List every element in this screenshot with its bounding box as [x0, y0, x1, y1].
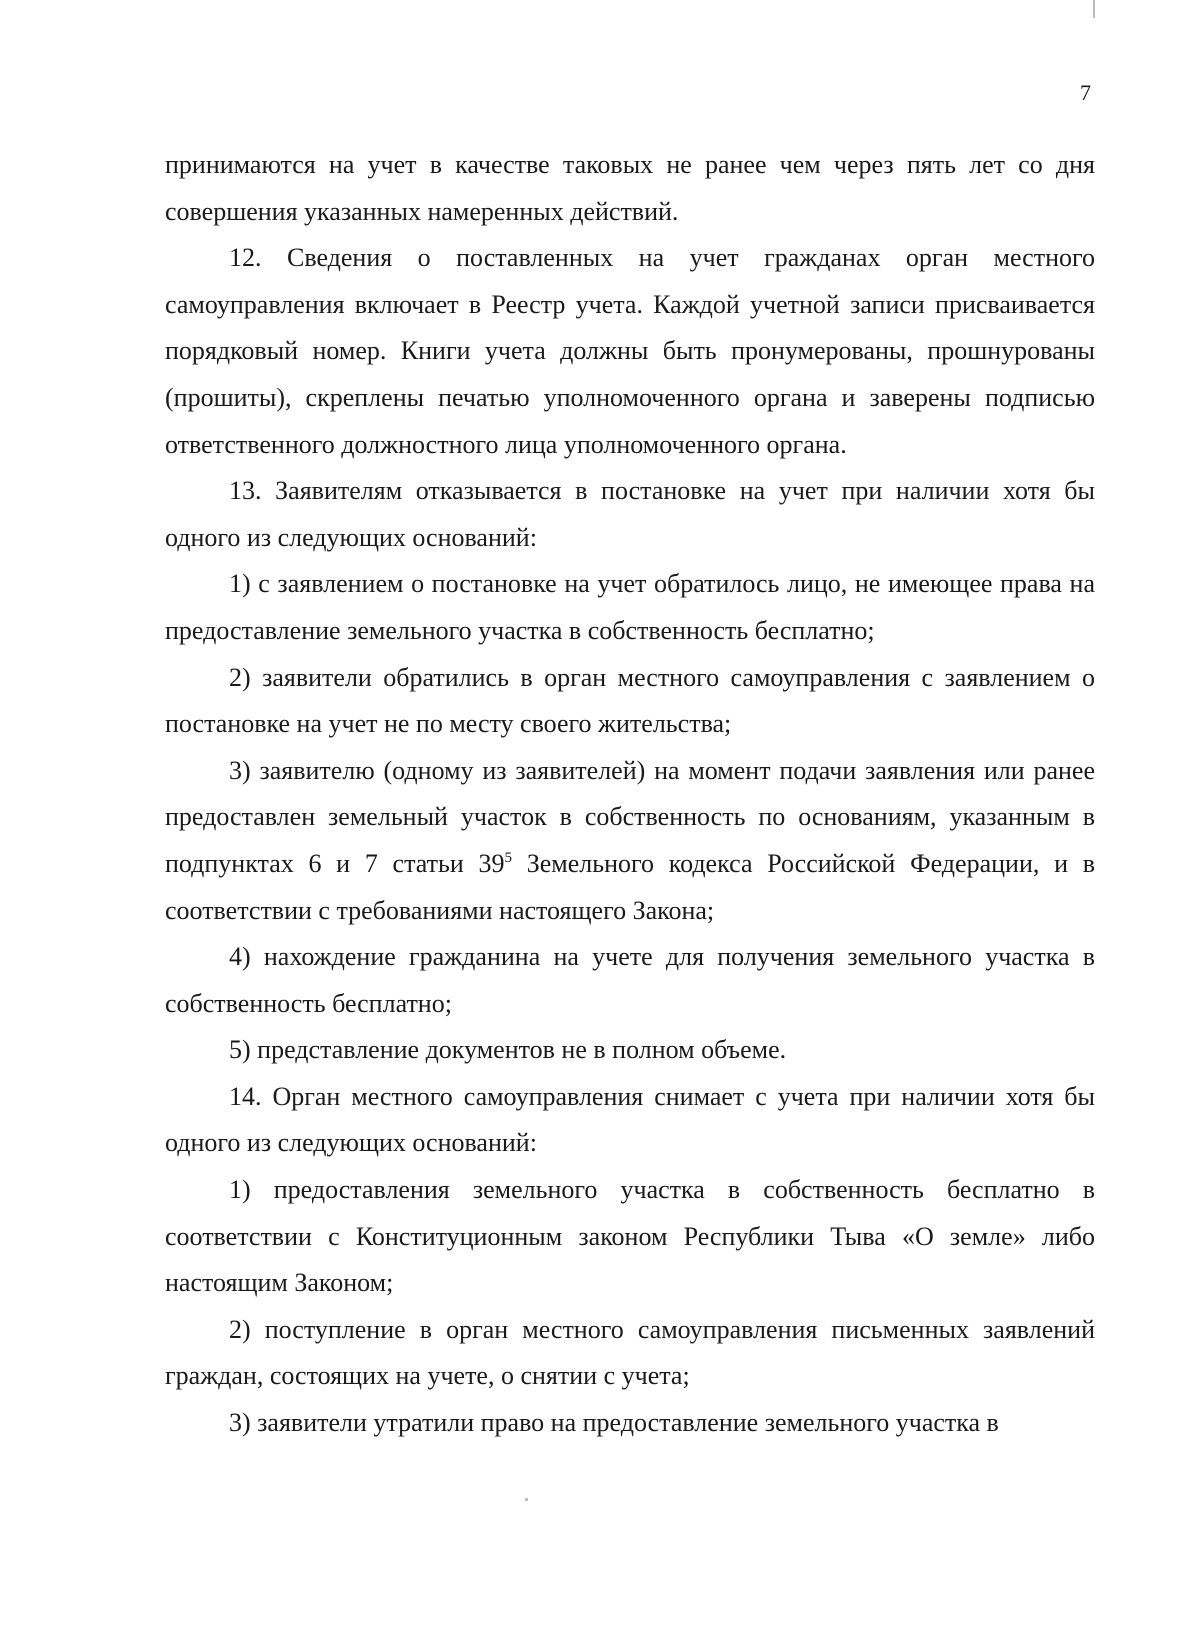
- document-body: [165, 142, 1095, 1447]
- paragraph-item-13-4: 4) нахождение гражданина на учете для получения земельного участка в собственность бесплатно;: [165, 942, 1095, 1018]
- paragraph-item-12: 12. Сведения о поставленных на учет гражданах орган местного самоуправления включает в Реестр учета. Каждой учетной записи присваивается порядковый номер. Книги учета должны быть пронумерованы, прошнурованы (прошиты), скреплены печатью уполномоченного органа и заверены подписью ответственного должностного лица уполномоченного органа.: [165, 243, 1095, 459]
- paragraph-item-13-2: 2) заявители обратились в орган местного самоуправления с заявлением о постановке на учет не по месту своего жительства;: [165, 662, 1095, 739]
- paragraph-item-13-5: 5) представление документов не в полном объеме.: [229, 1035, 787, 1065]
- page-number: 7: [1080, 80, 1091, 105]
- paragraph-item-14-2: 2) поступление в орган местного самоуправления письменных заявлений граждан, состоящих на учете, о снятии с учета;: [165, 1314, 1095, 1391]
- scan-artifact-line: [1093, 0, 1095, 18]
- article-superscript: 5: [504, 849, 512, 866]
- paragraph-text-before-superscript: 3) заявителю (одному из заявителей) на момент подачи заявления или ранее предоставлен земельный участок в собственность по основаниям, указанным в подпунктах 6 и 7 статьи 39: [165, 755, 1095, 878]
- paragraph-item-14-1: 1) предоставления земельного участка в собственность бесплатно в соответствии с Конституционным законом Республики Тыва «О земле» либо настоящим Законом;: [165, 1175, 1095, 1298]
- paragraph-item-14-3: 3) заявители утратили право на предоставление земельного участка в: [229, 1408, 999, 1438]
- paragraph-item-13: 13. Заявителям отказывается в постановке на учет при наличии хотя бы одного из следующих оснований:: [165, 476, 1095, 552]
- paragraph-item-13-1: 1) с заявлением о постановке на учет обратилось лицо, не имеющее права на предоставление земельного участка в собственность бесплатно;: [165, 569, 1095, 645]
- paragraph-text-after-superscript: Земельного кодекса Российской Федерации, и в соответствии с требованиями настоящего Закона;: [165, 848, 1095, 925]
- paragraph-item-13-3: [165, 748, 1095, 934]
- paragraph-continuation: принимаются на учет в качестве таковых не ранее чем через пять лет со дня совершения указанных намеренных действий.: [165, 150, 1095, 226]
- paragraph-item-14: 14. Орган местного самоуправления снимает с учета при наличии хотя бы одного из следующих оснований:: [165, 1081, 1095, 1158]
- scan-artifact-dot: [525, 1498, 528, 1501]
